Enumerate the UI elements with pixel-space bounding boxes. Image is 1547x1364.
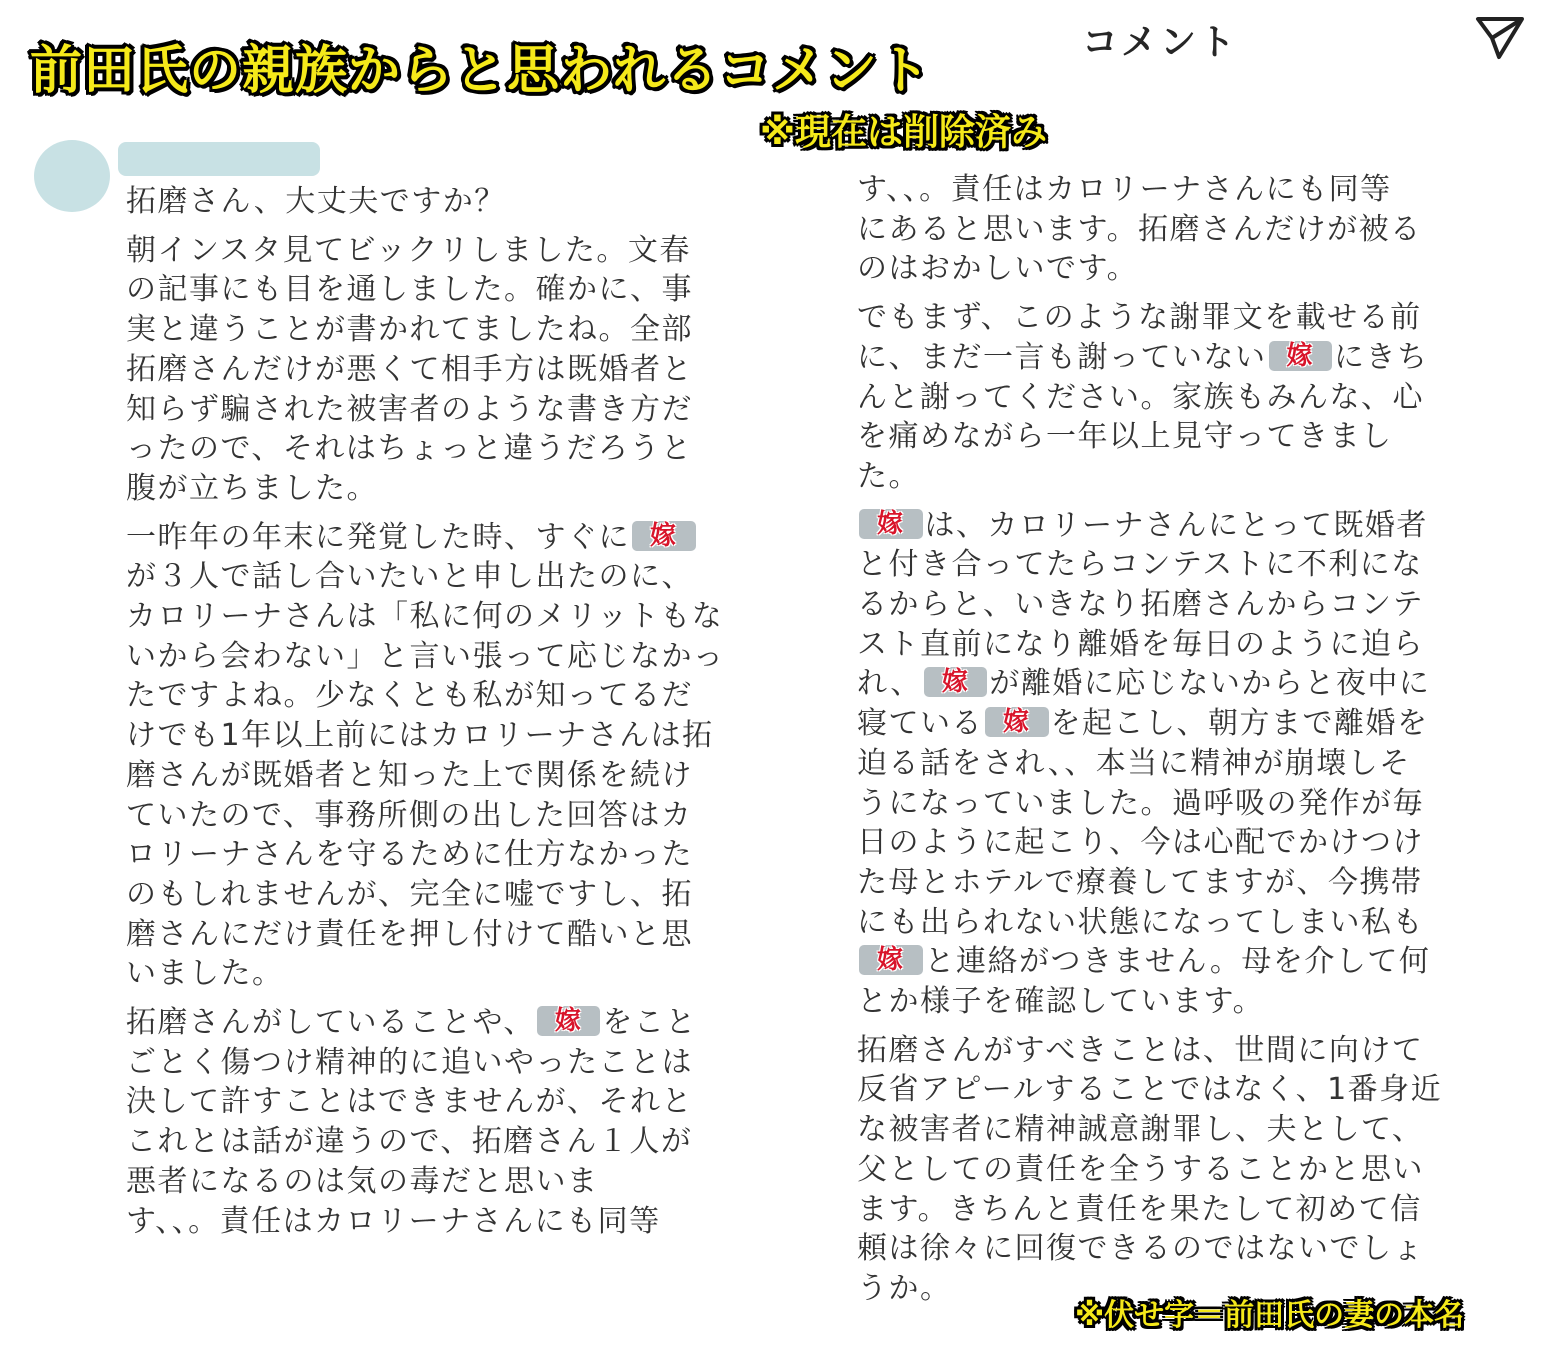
comment-text-left [126, 182, 726, 1250]
comment-paragraph [857, 298, 1457, 497]
comment-text: が３人で話し合いたいと申し出たのに、 カロリーナさんは「私に何のメリットもな いから会わない」と言い張って応じなかっ たですよね。少なくとも私が知ってるだ けでも1年以上前にはカロリーナさんは拓 磨さんが既婚者と知った上で関係を続け ていたので、事務所側の出した回答はカ ロリーナさんを守るために仕方なかった のもしれませんが、完全に嘘ですし、拓 磨さんにだけ責任を押し付けて酷いと思 いました。 [126, 559, 725, 992]
comment-paragraph: 拓磨さん、大丈夫ですか？ [126, 184, 506, 219]
overlay-note: ※現在は削除済み [760, 112, 1047, 153]
send-icon[interactable] [1474, 14, 1526, 62]
redaction-tag: 嫁 [924, 667, 988, 697]
comment-text: 拓磨さんがしていることや、 [126, 1005, 535, 1041]
redaction-tag: 嫁 [859, 945, 923, 975]
overlay-footnote: ※伏せ字＝前田氏の妻の本名 [1075, 1298, 1465, 1333]
redaction-tag: 嫁 [1269, 341, 1333, 371]
comment-text: をこと ごとく傷つけ精神的に追いやったことは 決して許すことはできませんが、それと これとは話が違うので、拓磨さん１人が 悪者になるのは気の毒だと思いま す、、。責任はカロリーナさんにも同等 [126, 1005, 697, 1239]
comment-paragraph: 朝インスタ見てビックリしました。文春 の記事にも目を通しました。確かに、事 実と違うことが書かれてましたね。全部 拓磨さんだけが悪くて相手方は既婚者と 知らず騙された被害者のような書き方だ ったので、それはちょっと違うだろうと 腹が立ちました。 [126, 232, 693, 506]
username-redacted [118, 142, 320, 176]
comment-text: 一昨年の年末に発覚した時、すぐに [126, 519, 630, 555]
redaction-tag: 嫁 [859, 509, 923, 539]
comment-text-right [857, 170, 1457, 1318]
comment-paragraph [126, 1003, 726, 1241]
comment-paragraph [126, 518, 726, 994]
redaction-tag: 嫁 [537, 1006, 601, 1036]
comment-paragraph: す、、。責任はカロリーナさんにも同等 にあると思います。拓磨さんだけが被る のはおかしいです。 [857, 172, 1422, 287]
redaction-tag: 嫁 [985, 707, 1049, 737]
comment-text: を起こし、朝方まで離婚を 迫る話をされ、、本当に精神が崩壊しそ うになっていました。過呼吸の発作が毎 日のように起こり、今は心配でかけつけ た母とホテルで療養してますが、今携帯 にも出られない状態になってしまい私も [857, 706, 1429, 940]
comment-text: と連絡がつきません。母を介して何 とか様子を確認しています。 [857, 944, 1431, 1020]
comment-paragraph: 拓磨さんがすべきことは、世間に向けて 反省アピールすることではなく、1番身近 な被害者に精神誠意謝罪し、夫として、 父としての責任を全うすることかと思い ます。きちんと責任を果たして初めて信 頼は徐々に回復できるのではないでしょ うか。 [857, 1032, 1443, 1306]
comment-text: が離婚に応じないからと夜中に 寝ている [857, 666, 1431, 742]
comment-text: にきち んと謝ってください。家族もみんな、心 を痛めながら一年以上見守ってきまし た。 [857, 339, 1429, 494]
redaction-tag: 嫁 [632, 521, 696, 551]
comment-paragraph [857, 506, 1457, 1022]
comments-header-title: コメント [1082, 22, 1239, 63]
avatar[interactable] [34, 140, 110, 212]
comment-text: でもまず、このような謝罪文を載せる前 に、まだ一言も謝っていない [857, 300, 1422, 375]
comment-text: は、カロリーナさんにとって既婚者 と付き合ってたらコンテストに不利にな るからと、いきなり拓磨さんからコンテ スト直前になり離婚を毎日のように迫ら れ、 [857, 507, 1428, 702]
overlay-title: 前田氏の親族からと思われるコメント [30, 41, 932, 101]
